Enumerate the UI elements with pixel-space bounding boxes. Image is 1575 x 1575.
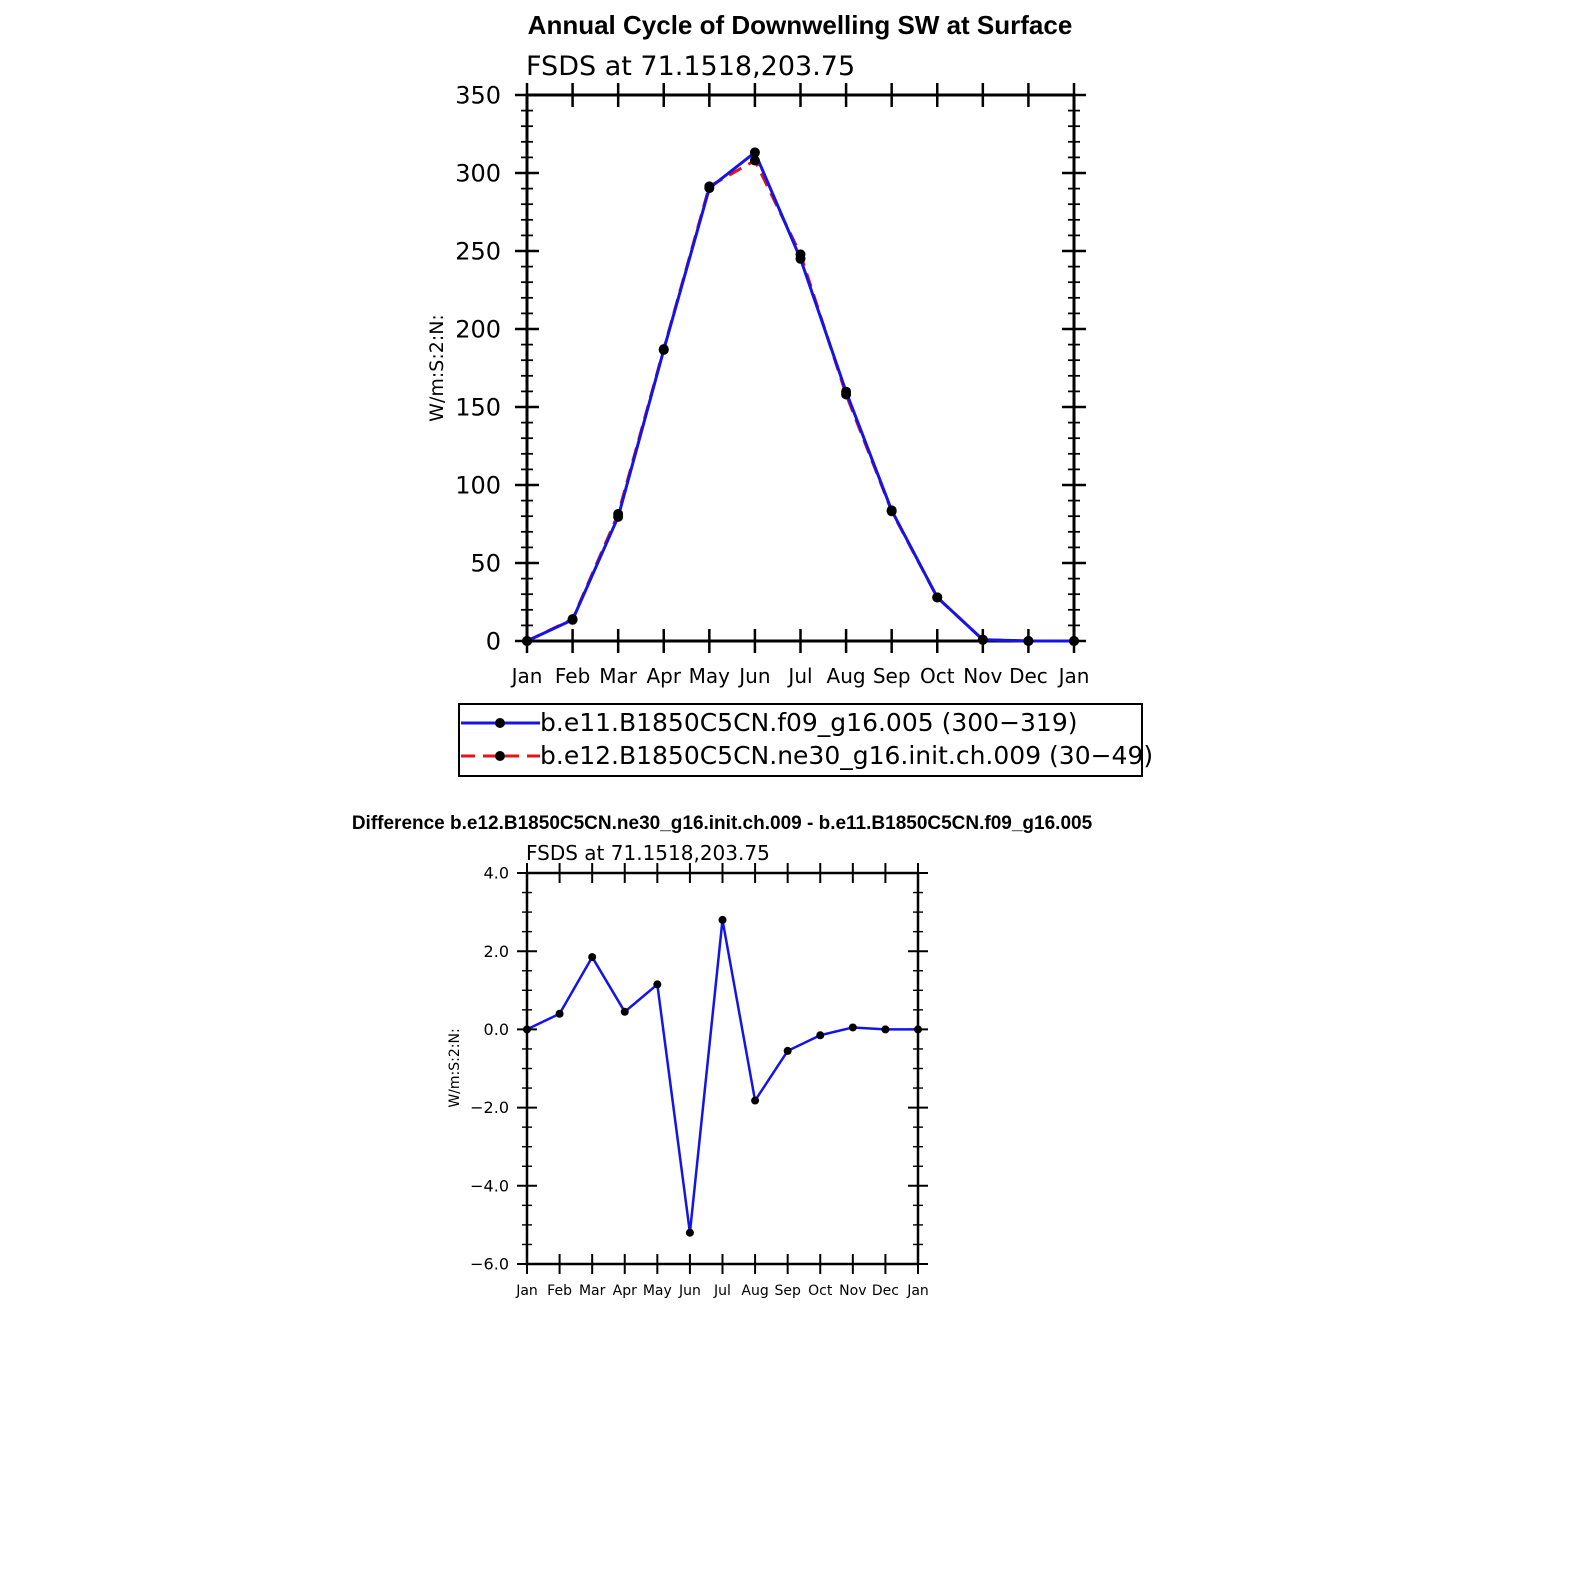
series-1-point (621, 1008, 629, 1016)
series-2-point (613, 509, 623, 519)
legend-marker-series-1 (495, 718, 505, 728)
series-1-point (523, 1025, 531, 1033)
x-tick-label: Oct (919, 664, 955, 688)
x-tick-label: Nov (839, 1283, 867, 1299)
series-1-point (719, 916, 727, 924)
bottom-chart-series (523, 916, 922, 1237)
top-chart-title: Annual Cycle of Downwelling SW at Surface (527, 10, 1073, 40)
x-tick-label: Mar (599, 664, 638, 688)
series-2-point (841, 390, 851, 400)
x-tick-label: Sep (774, 1283, 801, 1299)
y-tick-label: 50 (470, 549, 501, 578)
y-tick-label: 2.0 (483, 941, 509, 961)
x-tick-label: May (642, 1283, 672, 1299)
top-chart (426, 10, 1153, 776)
series-1-point (751, 1097, 759, 1105)
x-tick-label: Apr (646, 664, 682, 688)
series-1-point (556, 1010, 564, 1018)
y-tick-label: 250 (455, 237, 501, 266)
x-tick-label: May (688, 664, 731, 688)
x-tick-label: Jan (1058, 664, 1090, 688)
y-tick-label: 350 (455, 81, 501, 110)
y-tick-label: 100 (455, 471, 501, 500)
x-tick-label: Mar (578, 1283, 606, 1299)
x-tick-label: Jan (511, 664, 543, 688)
x-tick-label: Jun (678, 1283, 701, 1299)
series-2-point (704, 181, 714, 191)
bottom-chart-subtitle: FSDS at 71.1518,203.75 (526, 841, 770, 865)
y-tick-label: −6.0 (470, 1254, 509, 1274)
x-tick-label: Jan (516, 1283, 538, 1299)
series-1-point (588, 953, 596, 961)
y-tick-label: 150 (455, 393, 501, 422)
x-tick-label: Oct (808, 1283, 833, 1299)
x-tick-label: Sep (872, 664, 911, 688)
y-tick-label: 200 (455, 315, 501, 344)
x-tick-label: Jul (788, 664, 813, 688)
top-chart-frame (527, 95, 1074, 641)
x-tick-label: Jan (907, 1283, 929, 1299)
top-chart-ticks (455, 81, 1089, 688)
series-2-point (659, 344, 669, 354)
bottom-chart-title: Difference b.e12.B1850C5CN.ne30_g16.init.ch.009 - b.e11.B1850C5CN.f09_g16.005 (351, 813, 1093, 834)
legend-marker-series-2 (495, 751, 505, 761)
y-tick-label: 300 (455, 159, 501, 188)
series-2-point (887, 506, 897, 516)
x-tick-label: Nov (963, 664, 1003, 688)
bottom-chart (352, 813, 1093, 1299)
series-2-point (568, 614, 578, 624)
series-2-point (978, 635, 988, 645)
series-1-point (914, 1025, 922, 1033)
y-tick-label: −4.0 (470, 1176, 509, 1196)
top-chart-series (522, 147, 1079, 646)
y-tick-label: −2.0 (470, 1098, 509, 1118)
x-tick-label: Dec (1009, 664, 1048, 688)
series-2-point (932, 592, 942, 602)
x-tick-label: Feb (547, 1283, 572, 1299)
top-chart-y-axis-label: W/m:S:2:N: (426, 314, 448, 422)
top-chart-legend (459, 704, 1153, 776)
series-2-point (750, 156, 760, 166)
x-tick-label: Jun (739, 664, 771, 688)
x-tick-label: Feb (554, 664, 591, 688)
series-1-point (881, 1025, 889, 1033)
top-chart-subtitle: FSDS at 71.1518,203.75 (526, 51, 856, 82)
x-tick-label: Apr (612, 1283, 637, 1299)
legend-label-series-2: b.e12.B1850C5CN.ne30_g16.init.ch.009 (30−49) (540, 741, 1154, 770)
series-1-point (784, 1047, 792, 1055)
x-tick-label: Jul (714, 1283, 731, 1299)
bottom-chart-ticks (470, 863, 929, 1299)
x-tick-label: Aug (741, 1283, 769, 1299)
series-2-line (527, 161, 1074, 641)
y-tick-label: 0.0 (483, 1020, 509, 1039)
x-tick-label: Aug (826, 664, 866, 688)
y-tick-label: 0 (485, 627, 501, 656)
series-2-point (1069, 636, 1079, 646)
series-2-point (1023, 636, 1033, 646)
x-tick-label: Dec (871, 1283, 899, 1299)
bottom-chart-y-axis-label: W/m:S:2:N: (447, 1028, 463, 1108)
series-2-point (796, 249, 806, 259)
series-1-point (816, 1031, 824, 1039)
series-1-line (527, 152, 1074, 641)
legend-label-series-1: b.e11.B1850C5CN.f09_g16.005 (300−319) (540, 708, 1078, 737)
series-2-point (522, 636, 532, 646)
y-tick-label: 4.0 (483, 863, 509, 883)
top-chart-plot-area (527, 95, 1074, 641)
series-1-point (849, 1023, 857, 1031)
series-1-point (653, 980, 661, 988)
series-1-point (686, 1229, 694, 1237)
series-1-line (527, 920, 918, 1233)
